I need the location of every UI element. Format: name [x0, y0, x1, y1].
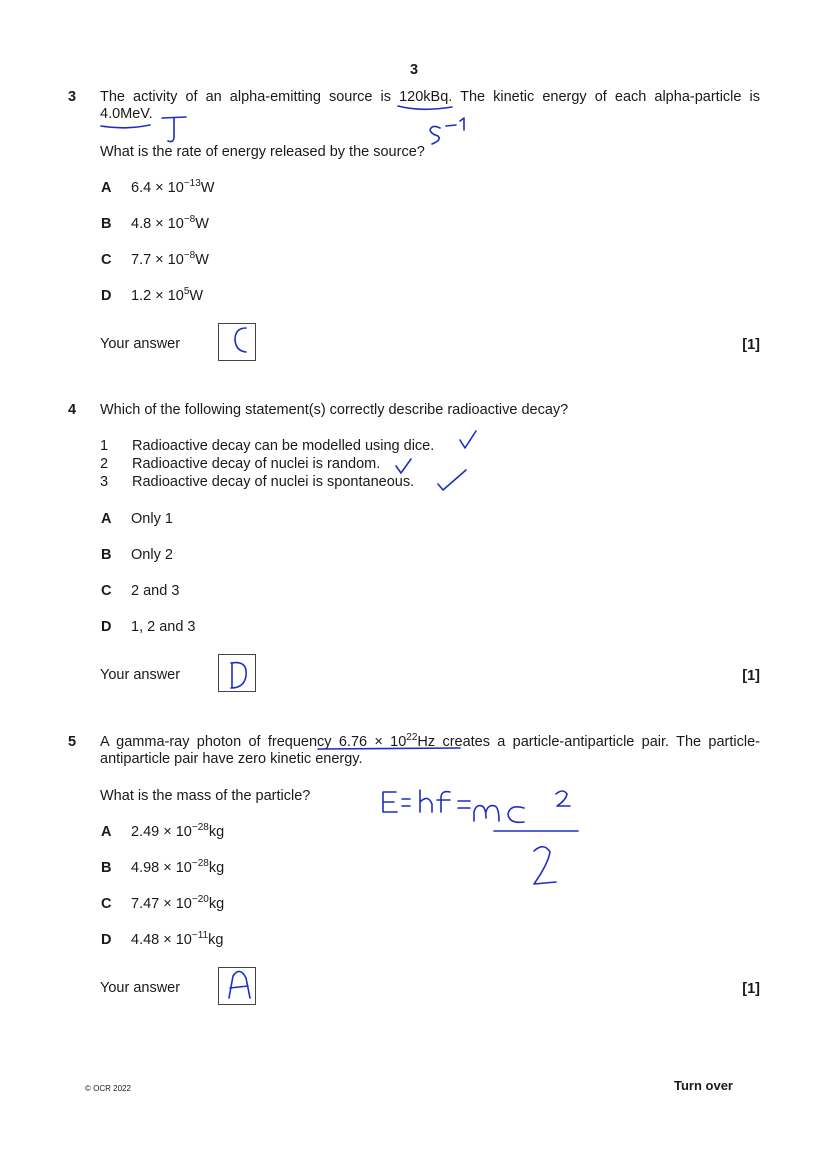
- q3-option-d-text: $1.2 \times 10^5W$: [131, 286, 204, 304]
- q4-tick-2-icon: [396, 459, 411, 473]
- q3-option-d-letter: D: [101, 288, 112, 304]
- q3-answer-box[interactable]: [218, 323, 256, 361]
- q4-statement-2-text: Radioactive decay of nuclei is random.: [132, 456, 381, 472]
- q5-option-d-text: $4.48 \times 10^{-11}kg$: [131, 930, 224, 948]
- question-5-stem: A gamma-ray photon of frequency $6.76 \times 10^{22}Hz$ creates a particle-antiparticle pair. The particle-antiparticle pair have zero kinetic energy.: [100, 732, 760, 767]
- q3-option-a-text: $6.4 \times 10^{-13}W$: [131, 178, 215, 196]
- question-3-stem: The activity of an alpha-emitting source is 120kBq. The kinetic energy of each alpha-particle is 4.0MeV.: [100, 89, 760, 122]
- q5-option-b-text: $4.98 \times 10^{-28}kg$: [131, 858, 225, 876]
- q3-option-c-letter: C: [101, 252, 112, 268]
- q3-option-b-letter: B: [101, 216, 112, 232]
- q4-option-b-text: Only 2: [131, 547, 173, 563]
- q5-option-c-letter: C: [101, 896, 112, 912]
- q5-option-c-text: $7.47 \times 10^{-20}kg$: [131, 894, 225, 912]
- q4-tick-1-icon: [460, 431, 476, 448]
- q3-mark: [1]: [742, 337, 760, 353]
- q4-answer-box[interactable]: [218, 654, 256, 692]
- question-3-prompt: What is the rate of energy released by the source?: [100, 144, 425, 160]
- q3-option-b-text: $4.8 \times 10^{-8}W$: [131, 214, 209, 232]
- question-4-number: 4: [68, 402, 77, 418]
- q3-option-a-letter: A: [101, 180, 112, 196]
- q5-option-b-letter: B: [101, 860, 112, 876]
- q4-statement-2-number: 2: [100, 456, 109, 472]
- q4-statement-3-text: Radioactive decay of nuclei is spontaneous.: [132, 474, 415, 490]
- q5-working-denominator-2: [534, 847, 556, 884]
- q5-option-a-letter: A: [101, 824, 112, 840]
- turn-over-label: Turn over: [674, 1078, 733, 1093]
- q3-option-c-text: $7.7 \times 10^{-8}W$: [131, 250, 209, 268]
- q4-option-c-text: 2 and 3: [131, 583, 180, 599]
- question-4-stem: Which of the following statement(s) correctly describe radioactive decay?: [100, 402, 569, 418]
- q5-mark: [1]: [742, 981, 760, 997]
- page-number: 3: [409, 62, 419, 78]
- q4-statement-1-number: 1: [100, 438, 109, 454]
- q5-answer-box[interactable]: [218, 967, 256, 1005]
- q4-mark: [1]: [742, 668, 760, 684]
- question-5-number: 5: [68, 734, 77, 750]
- q4-option-b-letter: B: [101, 547, 112, 563]
- q4-answer-label: Your answer: [100, 667, 181, 683]
- q5-option-d-letter: D: [101, 932, 112, 948]
- q4-option-a-letter: A: [101, 511, 112, 527]
- q4-statement-3-number: 3: [100, 474, 109, 490]
- q4-tick-3-icon: [438, 470, 466, 490]
- copyright-notice: © OCR 2022: [85, 1084, 131, 1093]
- q4-option-d-letter: D: [101, 619, 112, 635]
- q4-option-c-letter: C: [101, 583, 112, 599]
- q4-option-a-text: Only 1: [131, 511, 173, 527]
- question-5-prompt: What is the mass of the particle?: [100, 788, 311, 804]
- q5-option-a-text: $2.49 \times 10^{-28}kg$: [131, 822, 225, 840]
- question-3-number: 3: [68, 89, 77, 105]
- q4-statement-1-text: Radioactive decay can be modelled using dice.: [132, 438, 435, 454]
- q5-working-equation: [383, 790, 570, 822]
- q3-answer-label: Your answer: [100, 336, 181, 352]
- q4-option-d-text: 1, 2 and 3: [131, 619, 196, 635]
- q5-answer-label: Your answer: [100, 980, 181, 996]
- q3-underline-4mev: [101, 125, 150, 128]
